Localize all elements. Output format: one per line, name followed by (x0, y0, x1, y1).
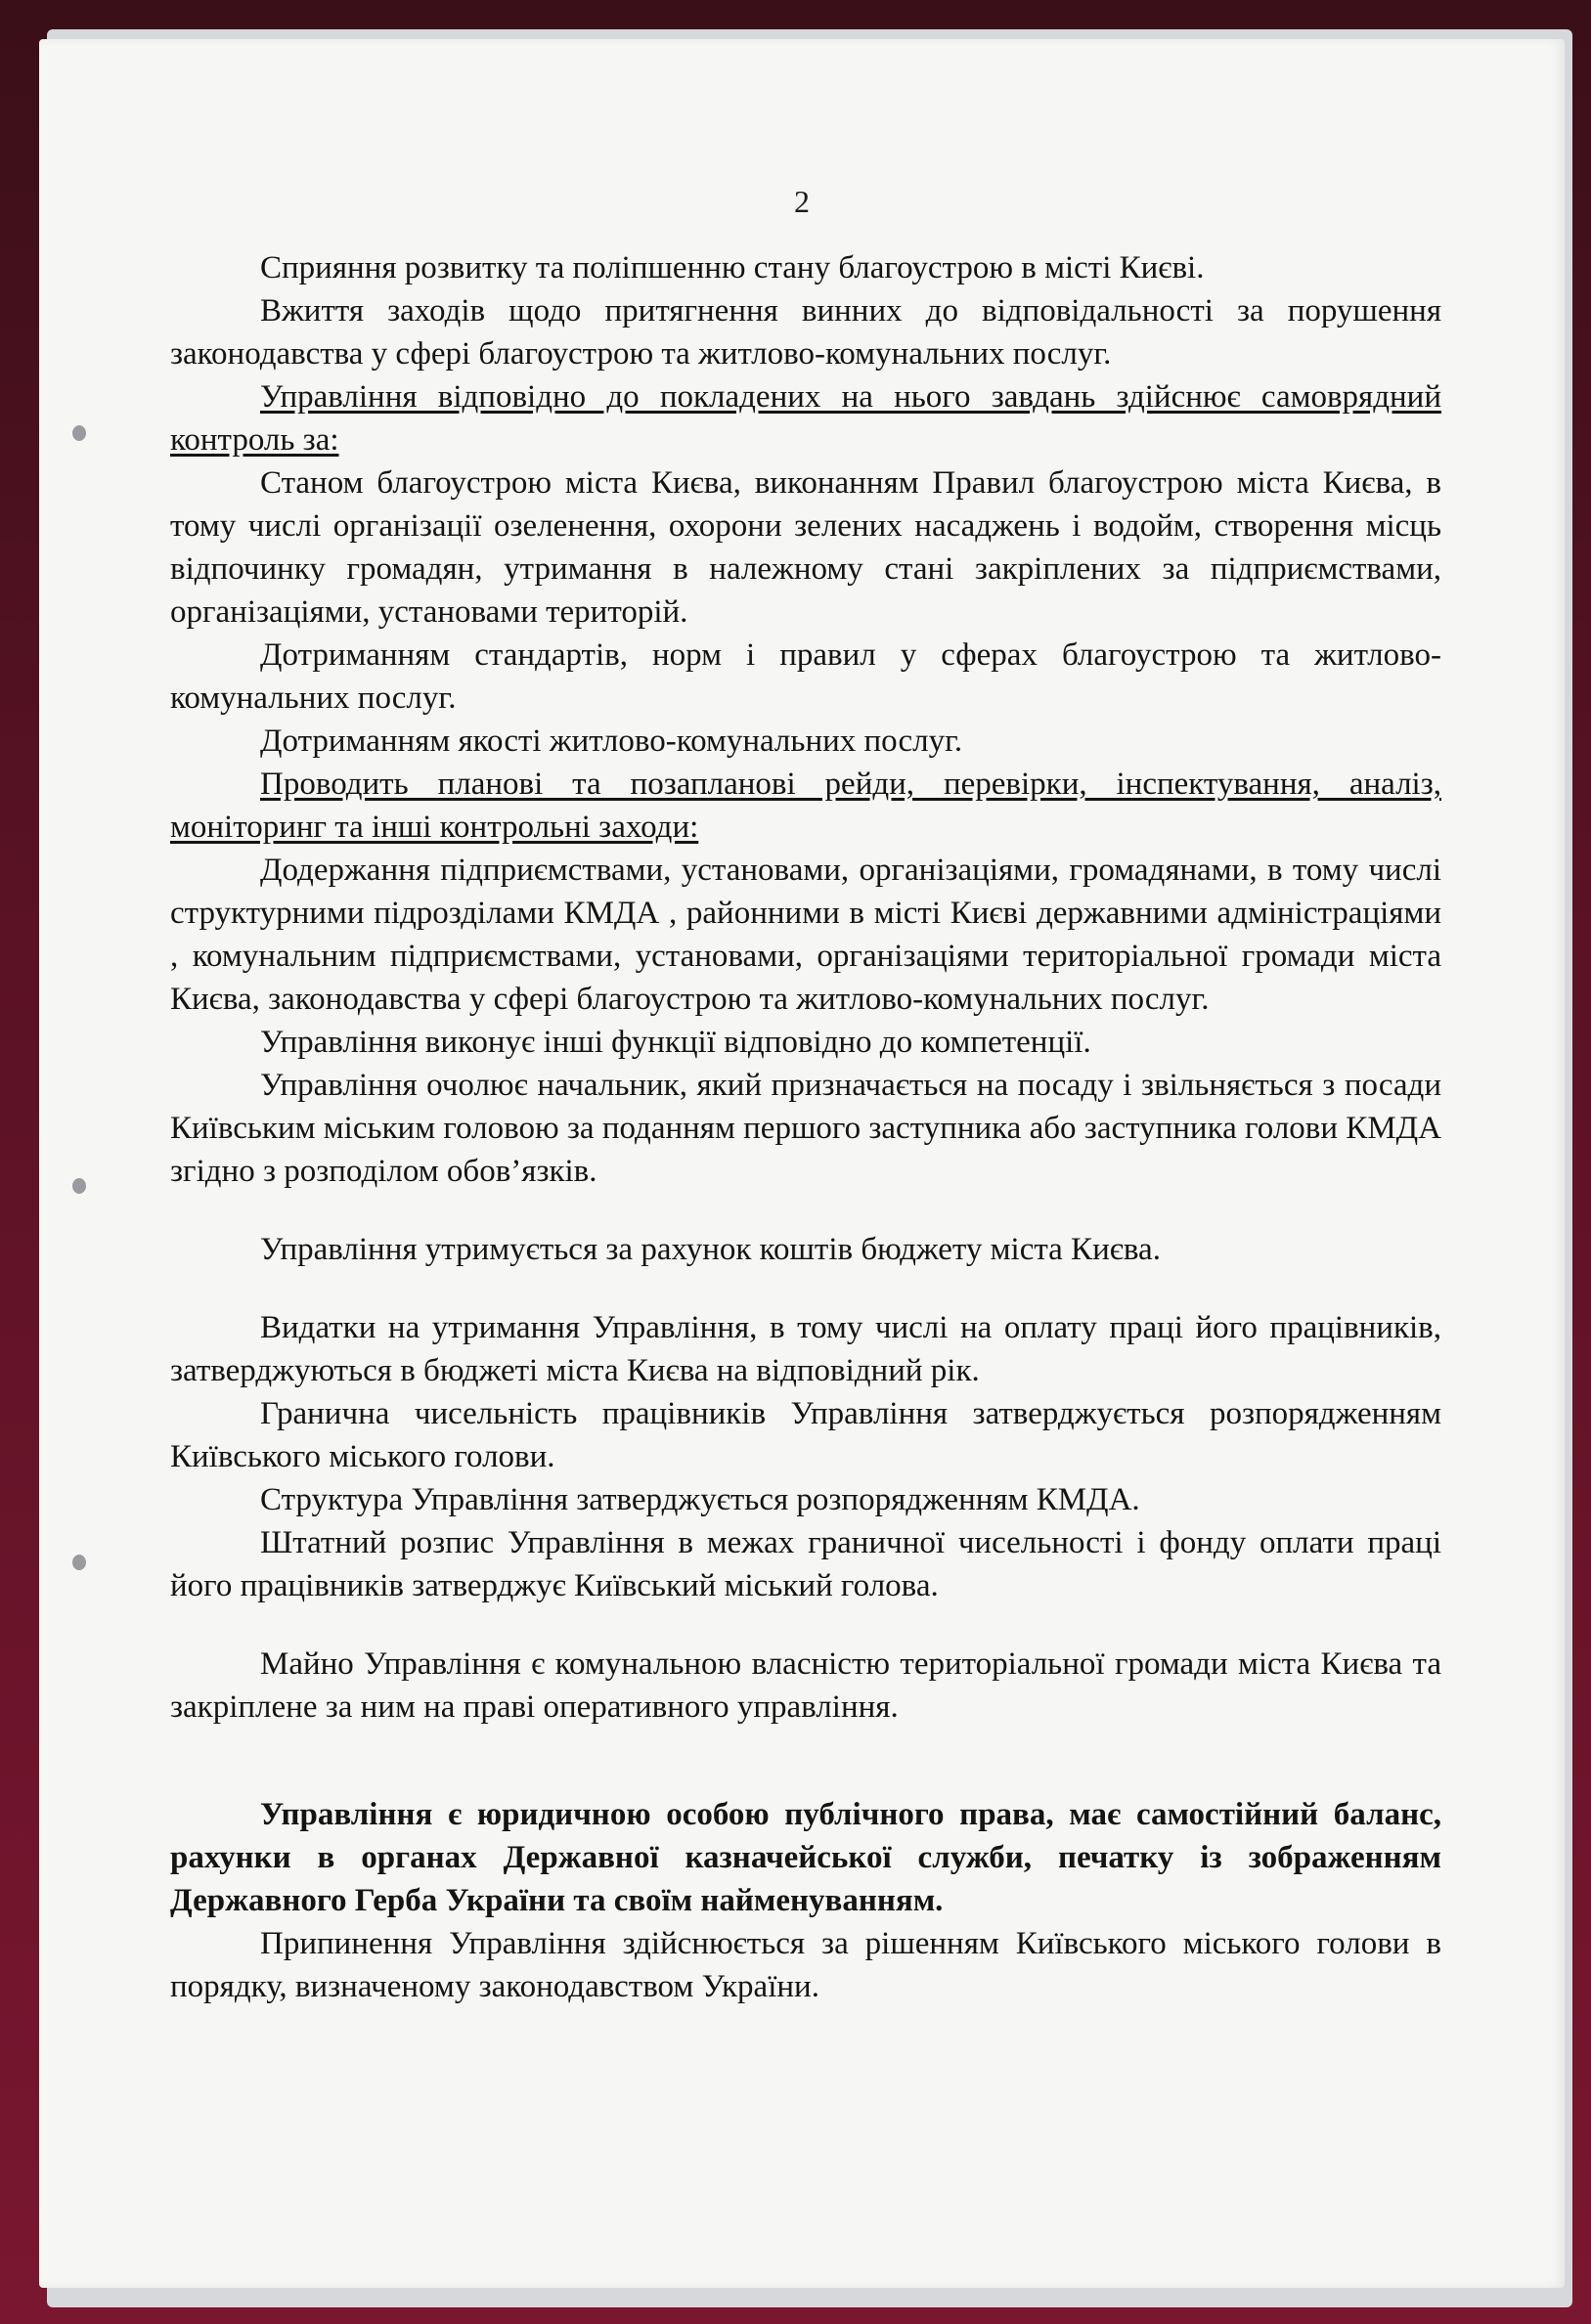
section-heading-underlined: Проводить планові та позапланові рейди, перевірки, інспектування, аналіз, моніторинг та інші контрольні заходи: (170, 767, 1441, 845)
paragraph: Управління виконує інші функції відповідно до компетенції. (260, 1025, 1091, 1060)
paragraph: Додержання підприємствами, установами, організаціями, громадянами, в тому числі структурними підрозділами КМДА , районними в місті Києві державними адміністраціями , комунальним підприємствами, установами, організаціями територіальної громади міста Києва, законодавства у сфері благоустрою та житлово-комунальних послуг. (170, 853, 1441, 1017)
paragraph: Управління очолює начальник, який призначається на посаду і звільняється з посади Київським міським головою за поданням першого заступника або заступника голови КМДА згідно з розподілом обов’язків. (170, 1068, 1441, 1189)
paragraph: Дотриманням стандартів, норм і правил у сферах благоустрою та житлово-комунальних послуг. (170, 637, 1441, 716)
paragraph: Гранична чисельність працівників Управління затверджується розпорядженням Київського міського голови. (170, 1396, 1441, 1474)
paragraph: Дотриманням якості житлово-комунальних послуг. (260, 724, 963, 759)
paragraph: Майно Управління є комунальною власністю територіальної громади міста Києва та закріплене за ним на праві оперативного управління. (170, 1646, 1441, 1725)
section-heading-underlined: Управління відповідно до покладених на нього завдань здійснює самоврядний контроль за: (170, 379, 1441, 458)
paragraph: Сприяння розвитку та поліпшенню стану благоустрою в місті Києві. (260, 250, 1205, 285)
page-number: 2 (794, 184, 810, 219)
paragraph: Вжиття заходів щодо притягнення винних до відповідальності за порушення законодавства у сфері благоустрою та житлово-комунальних послуг. (170, 293, 1441, 372)
binding-hole (72, 1555, 86, 1570)
binding-hole (72, 1178, 86, 1194)
binding-hole (72, 425, 86, 441)
paragraph: Видатки на утримання Управління, в тому числі на оплату праці його працівників, затверджуються в бюджеті міста Києва на відповідний рік. (170, 1310, 1441, 1388)
document-page (39, 39, 1565, 2288)
paragraph: Структура Управління затверджується розпорядженням КМДА. (260, 1482, 1140, 1517)
paragraph: Станом благоустрою міста Києва, виконанням Правил благоустрою міста Києва, в тому числі організації озеленення, охорони зелених насаджень і водойм, створення місць відпочинку громадян, утримання в належному стані закріплених за підприємствами, організаціями, установами територій. (170, 465, 1441, 630)
bold-paragraph: Управління є юридичною особою публічного права, має самостійний баланс, рахунки в органах Державної казначейської служби, печатку із зображенням Державного Герба України та своїм найменуванням. (170, 1797, 1441, 1918)
paragraph: Управління утримується за рахунок коштів бюджету міста Києва. (260, 1232, 1161, 1267)
paragraph: Штатний розпис Управління в межах граничної чисельності і фонду оплати праці його працівників затверджує Київський міський голова. (170, 1525, 1441, 1603)
paragraph: Припинення Управління здійснюється за рішенням Київського міського голови в порядку, визначеному законодавством України. (170, 1926, 1441, 2004)
document-body (170, 246, 1441, 2008)
